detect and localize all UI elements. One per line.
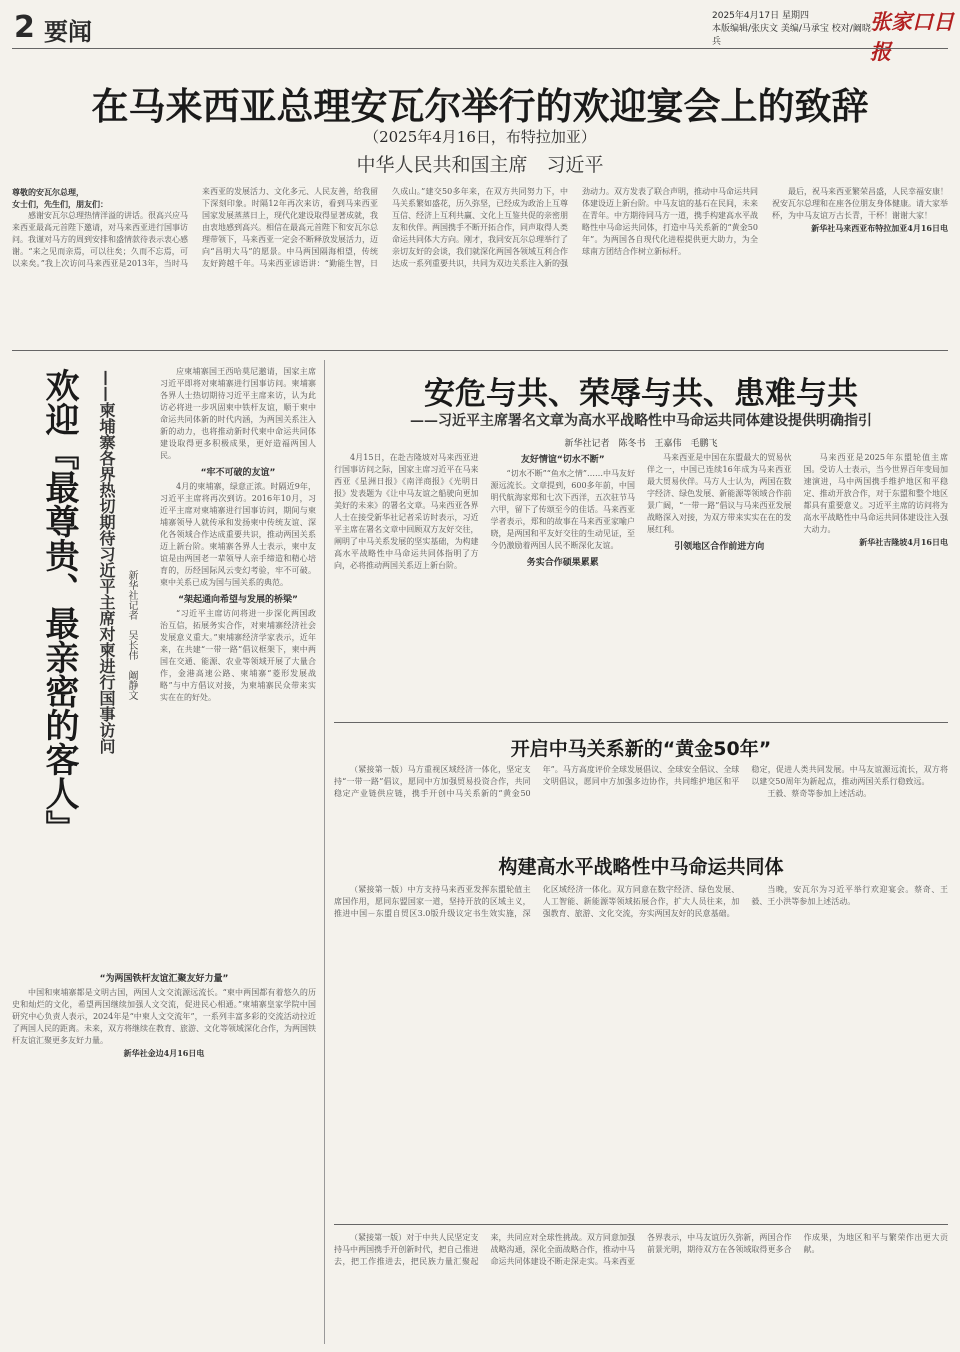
- golden-years-title: 开启中马关系新的“黄金50年”: [510, 738, 772, 760]
- community-text: （紧接第一版）中方支持马来西亚发挥东盟轮值主席国作用，愿同东盟国家一道，坚持开放的区域主义，推进中国－东盟自贸区3.0版升级议定书生效实施，深化区域经济一体化。双方同意在数字经济、绿色发展、人工智能、新能源等领域拓展合作，扩大人员往来，加强教育、旅游、文化交流，夯实两国友好的民意基础。: [334, 885, 740, 918]
- feature-body-bottom: [12, 968, 316, 1344]
- golden-closing: 王毅、蔡奇等参加上述活动。: [767, 789, 872, 798]
- section-rule-3: [334, 1224, 948, 1225]
- signed-lead: 4月15日，在赴吉隆坡对马来西亚进行国事访问之际，国家主席习近平在马来西亚《星洲日报》《南洋商报》《光明日报》发表题为《让中马友谊之船驶向更加美好的未来》的署名文章。马来西亚各界人士在接受新华社记者采访时表示，习近平主席在署名文章中回顾双方友好交往，阐明了中马关系发展的坚实基础，为构建高水平战略性中马命运共同体指明了方向，必将推动两国关系迈上新台阶。: [334, 453, 479, 570]
- signed-heading-1: 友好情谊“切水不断”: [520, 455, 605, 465]
- speech-closing: 最后，祝马来西亚繁荣昌盛，人民幸福安康！祝安瓦尔总理和在座各位朋友身体健康。请大家举杯，为中马友谊万古长青，干杯！谢谢大家！: [772, 187, 948, 220]
- feature-body-top: [160, 366, 316, 960]
- feature-heading-2: “架起通向希望与发展的桥梁”: [178, 595, 298, 605]
- bottom-article-body: [334, 1232, 948, 1344]
- signed-text-2: “切水不断”“鱼水之情”……中马友好源远流长。文章提到，600多年前，中国明代航海家郑和七次下西洋，五次驻节马六甲，留下了传颂至今的佳话。马来西亚学者表示，郑和的故事在马来西亚家喻户晓，是两国和平友好交往的生动见证，至今仍激励着两国人民不断深化友谊。: [490, 469, 635, 550]
- salutation-1: 尊敬的安瓦尔总理，: [12, 187, 84, 197]
- community-title: 构建高水平战略性中马命运共同体: [498, 856, 784, 878]
- signed-text-3: 马来西亚是中国在东盟最大的贸易伙伴之一，中国已连续16年成为马来西亚最大贸易伙伴。马方人士认为，两国在数字经济、绿色发展、新能源等领域合作前景广阔，“一带一路”倡议与马来西亚发展战略深入对接，为双方带来实实在在的发展红利。: [647, 453, 792, 534]
- feature-vertical-subtitle: ——柬埔寨各界热切期待习近平主席对柬进行国事访问: [97, 370, 116, 754]
- community-body: [334, 884, 948, 1012]
- community-closing: 当晚，安瓦尔为习近平举行欢迎宴会。蔡奇、王毅、王小洪等参加上述活动。: [751, 885, 948, 906]
- signed-article-title: 安危与共、荣辱与共、患难与共: [424, 376, 858, 412]
- signed-heading-2: 务实合作硕果累累: [526, 558, 599, 568]
- feature-heading-1: “牢不可破的友谊”: [200, 468, 276, 478]
- column-divider: [324, 360, 325, 1344]
- section-rule-1: [12, 350, 948, 351]
- speech-text: 感谢安瓦尔总理热情洋溢的讲话。很高兴应马来西亚最高元首陛下邀请，对马来西亚进行国事访问。我谨对马方的周到安排和盛情款待表示衷心感谢。“来之见而亲焉，可以往矣；久而不忘焉，可以来矣。”我上次访问马来西亚是2013年，当时马来西亚的发展活力、文化多元、人民友善，给我留下深刻印象。时隔12年再次来访，看到马来西亚国家发展蒸蒸日上，现代化建设取得显著成就，我由衷地感到高兴。相信在最高元首陛下和安瓦尔总理带领下，马来西亚一定会不断释放发展活力，迈向“昌明大马”的愿景。中马两国隔海相望，传统友好跨越千年。马来西亚谚语讲：“勤能生智，日久成山。”建交50多年来，在双方共同努力下，中马关系繁如盛花，历久弥坚，已经成为政治上互尊互信、经济上互利共赢、文化上互鉴共促的亲密朋友和伙伴。两国携手不断开拓合作，同声取得人类命运共同体大方向。刚才，我同安瓦尔总理举行了亲切友好的会谈，我们就深化两国各领域互利合作达成一系列重要共识，共同为双边关系注入新的强劲动力。双方发表了联合声明，推动中马命运共同体建设迈上新台阶。中马友谊的基石在民间，未来在青年。中方期待同马方一道，携手构建高水平战略性中马命运共同体，打造中马关系新的“黄金50年”。为两国各自现代化进程提供更大助力，为全球南方团结合作树立新标杆。: [12, 187, 758, 268]
- speech-dateline: （2025年4月16日，布特拉加亚）: [364, 128, 596, 146]
- feature-vertical-title: 欢迎『最尊贵、最亲密的客人』: [39, 368, 79, 844]
- feature-text-4: 中国和柬埔寨都是文明古国，两国人文交流源远流长。“柬中两国都有着悠久的历史和灿烂的文化，希望两国继续加强人文交流，促进民心相通。”柬埔寨皇家学院中国研究中心负责人表示，2024年是“中柬人文交流年”，一系列丰富多彩的交流活动拉近了两国人民的距离。未来，双方将继续在教育、旅游、文化等领域深化合作，为两国铁杆友谊汇聚更多友好力量。: [12, 988, 316, 1045]
- bottom-text: （紧接第一版）对于中共人民坚定支持马中两国携手开创新时代，把自己推进去，把工作推进去，把民族力量汇聚起来，共同应对全球性挑战。双方同意加强战略沟通，深化全面战略合作，推动中马命运共同体建设不断走深走实。马来西亚各界表示，中马友谊历久弥新，两国合作前景光明，期待双方在各领域取得更多合作成果，为地区和平与繁荣作出更大贡献。: [334, 1233, 948, 1266]
- editor-credits: 本版编辑/张庆文 美编/马承宝 校对/阚晓兵: [712, 24, 871, 47]
- section-rule-2: [334, 722, 948, 723]
- golden-years-body: [334, 764, 948, 836]
- section-name: 要闻: [44, 18, 92, 46]
- golden-text: （紧接第一版）马方重视区域经济一体化，坚定支持“一带一路”倡议，愿同中方加强贸易投资合作，共同稳定产业链供应链，携手开创中马关系新的“黄金50年”。马方高度评价全球发展倡议、全球安全倡议、全球文明倡议，愿同中方加强多边协作，共同维护地区和平稳定，促进人类共同发展。中马友谊源远流长，双方将以建交50周年为新起点，推动两国关系行稳致远。: [334, 765, 948, 798]
- newspaper-logo: 张家口日报: [870, 9, 954, 64]
- speech-title: 在马来西亚总理安瓦尔举行的欢迎宴会上的致辞: [91, 85, 869, 128]
- issue-info: [712, 10, 872, 49]
- speech-author: 中华人民共和国主席 习近平: [356, 154, 604, 176]
- page-number: 2: [14, 10, 35, 45]
- speech-body: [12, 186, 948, 342]
- feature-byline: 新华社记者 吴长伟 阚静文: [126, 570, 137, 700]
- signed-article-subtitle: ——习近平主席署名文章为高水平战略性中马命运共同体建设提供明确指引: [410, 413, 872, 429]
- feature-heading-3: “为两国铁杆友谊汇聚友好力量”: [99, 974, 229, 984]
- feature-lead: 应柬埔寨国王西哈莫尼邀请，国家主席习近平即将对柬埔寨进行国事访问。柬埔寨各界人士热切期待习近平主席来访，认为此访必将进一步巩固柬中铁杆友谊，顺于柬中命运共同体新的时代内涵，为两国关系注入新的动力，也将推动新时代柬中命运共同体建设取得更多积极成果，更好造福两国人民。: [160, 367, 316, 460]
- speech-credit: 新华社马来西亚布特拉加亚4月16日电: [811, 223, 948, 233]
- feature-credit: 新华社金边4月16日电: [123, 1048, 205, 1058]
- signed-heading-3: 引领地区合作前进方向: [674, 542, 765, 552]
- feature-text-2: 4月的柬埔寨，绿意正浓。时隔近9年，习近平主席将再次到访。2016年10月，习近平主席对柬埔寨进行国事访问，期间与柬埔寨领导人就传承和发扬柬中传统友谊、深化各领域合作达成重要共识，推动两国关系迈上新台阶。柬埔寨各界人士表示，柬中友谊是由两国老一辈领导人亲手缔造和精心培育的，历经国际风云变幻考验，牢不可破。柬中关系已成为国与国关系的典范。: [160, 482, 316, 587]
- salutation-2: 女士们，先生们，朋友们：: [12, 199, 108, 209]
- signed-text-4: 马来西亚是2025年东盟轮值主席国。受访人士表示，当今世界百年变局加速演进，马中两国携手维护地区和平稳定、推动开放合作，对于东盟和整个地区都具有重要意义。习近平主席的访问将为高水平战略性中马命运共同体建设注入强大动力。: [803, 453, 948, 534]
- header-rule: [12, 48, 948, 49]
- issue-date: 2025年4月17日 星期四: [712, 11, 809, 21]
- feature-text-3: “习近平主席访问将进一步深化两国政治互信，拓展务实合作，对柬埔寨经济社会发展意义重大。”柬埔寨经济学家表示，近年来，在共建“一带一路”倡议框架下，柬中两国在交通、能源、农业等领域开展了大量合作，金港高速公路、柬埔寨“菱形发展战略”与中方倡议对接，为柬埔寨民众带来实实在在的好处。: [160, 609, 316, 702]
- signed-article-byline: 新华社记者 陈冬书 王嘉伟 毛鹏飞: [564, 439, 718, 449]
- signed-credit: 新华社吉隆坡4月16日电: [859, 537, 948, 547]
- signed-article-body: [334, 452, 948, 708]
